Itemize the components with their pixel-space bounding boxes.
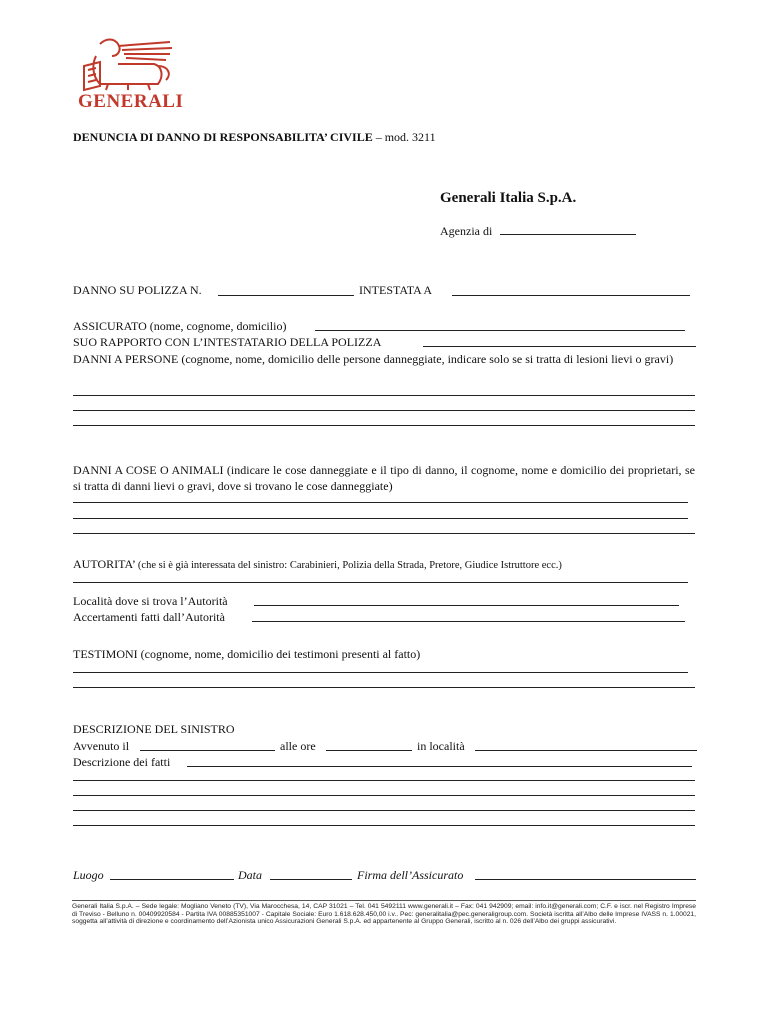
descrizione-line-3[interactable] [73,810,695,811]
danni-persone-line-1[interactable] [73,395,695,396]
form-title-main: DENUNCIA DI DANNO DI RESPONSABILITA’ CIVILE [73,130,373,144]
assicurato-field[interactable] [315,330,685,331]
danni-cose-line-3[interactable] [73,533,695,534]
company-name: Generali Italia S.p.A. [440,190,577,206]
accertamenti-field[interactable] [252,621,685,622]
agenzia-label: Agenzia di [440,224,493,238]
intestata-label: INTESTATA A [359,283,433,297]
autorita-row [73,557,562,573]
agenzia-field[interactable] [500,234,636,235]
generali-logo [78,36,184,112]
descrizione-fatti-label: Descrizione dei fatti [73,755,171,769]
danni-cose-line-2[interactable] [73,518,688,519]
autorita-field[interactable] [73,582,688,583]
testimoni-label: TESTIMONI (cognome, nome, domicilio dei testimoni presenti al fatto) [73,647,421,661]
legal-footer: Generali Italia S.p.A. – Sede legale: Mogliano Veneto (TV), Via Marocchesa, 14, CAP 31021 – Tel. 041 5492111 www.generali.it – Fax: 041 942909; email: info.it@generali.com; C.F. e iscr. nel Registro Imprese di Treviso - Belluno n. 00409920584 - Partita IVA 00885351007 - Capitale Sociale: Euro 1.618.628.450,00 i.v.. Pec: generalitalia@pec.generaligroup.com. Società iscritta all’Albo delle Imprese IVASS n. 1.00021, soggetta all’attività di direzione e coordinamento dell’Azionista unico Assicurazioni Generali S.p.A. ed appartenente al Gruppo Generali, iscritto al n. 026 dell’Albo dei gruppi assicurativi. [72,903,696,926]
winged-lion-icon [78,36,178,92]
firma-field[interactable] [475,879,696,880]
polizza-label: DANNO SU POLIZZA N. [73,283,202,297]
luogo-label: Luogo [73,868,104,882]
avvenuto-date-field[interactable] [140,750,275,751]
form-title [73,130,436,144]
danni-cose-line-1[interactable] [73,502,688,503]
alle-ore-label: alle ore [280,739,316,753]
accertamenti-label: Accertamenti fatti dall’Autorità [73,610,225,624]
testimoni-line-2[interactable] [73,687,695,688]
descrizione-line-2[interactable] [73,795,695,796]
descrizione-line-4[interactable] [73,825,695,826]
descrizione-line-1[interactable] [73,780,695,781]
localita-label: in località [417,739,465,753]
descrizione-title: DESCRIZIONE DEL SINISTRO [73,722,235,736]
descrizione-fatti-field[interactable] [187,766,692,767]
rapporto-field[interactable] [423,346,696,347]
intestata-field[interactable] [452,295,690,296]
localita-autorita-label: Località dove si trova l’Autorità [73,594,228,608]
localita-field[interactable] [475,750,697,751]
alle-ore-field[interactable] [326,750,412,751]
luogo-field[interactable] [110,879,234,880]
firma-label: Firma dell’Assicurato [357,868,464,882]
autorita-note: (che si è già interessata del sinistro: Carabinieri, Polizia della Strada, Pretore, Giudice Istruttore ecc.) [137,560,562,571]
polizza-number-field[interactable] [218,295,354,296]
avvenuto-label: Avvenuto il [73,739,130,753]
localita-autorita-field[interactable] [254,605,679,606]
form-title-model: – mod. 3211 [372,130,436,144]
rapporto-label: SUO RAPPORTO CON L’INTESTATARIO DELLA POLIZZA [73,335,382,349]
danni-cose-label: DANNI A COSE O ANIMALI (indicare le cose danneggiate e il tipo di danno, il cognome, nome e domicilio dei proprietari, se si tratta di danni lievi o gravi, dove si trovano le cose danneggiate) [73,463,695,493]
data-label: Data [238,868,262,882]
brand-name: GENERALI [78,91,184,112]
assicurato-label: ASSICURATO (nome, cognome, domicilio) [73,319,287,333]
danni-persone-line-3[interactable] [73,425,695,426]
testimoni-line-1[interactable] [73,672,688,673]
autorita-label: AUTORITA’ [73,557,135,571]
footer-divider [72,900,696,901]
danni-persone-line-2[interactable] [73,410,695,411]
danni-persone-label: DANNI A PERSONE (cognome, nome, domicilio delle persone danneggiate, indicare solo se si tratta di lesioni lievi o gravi) [73,352,674,366]
data-field[interactable] [270,879,352,880]
